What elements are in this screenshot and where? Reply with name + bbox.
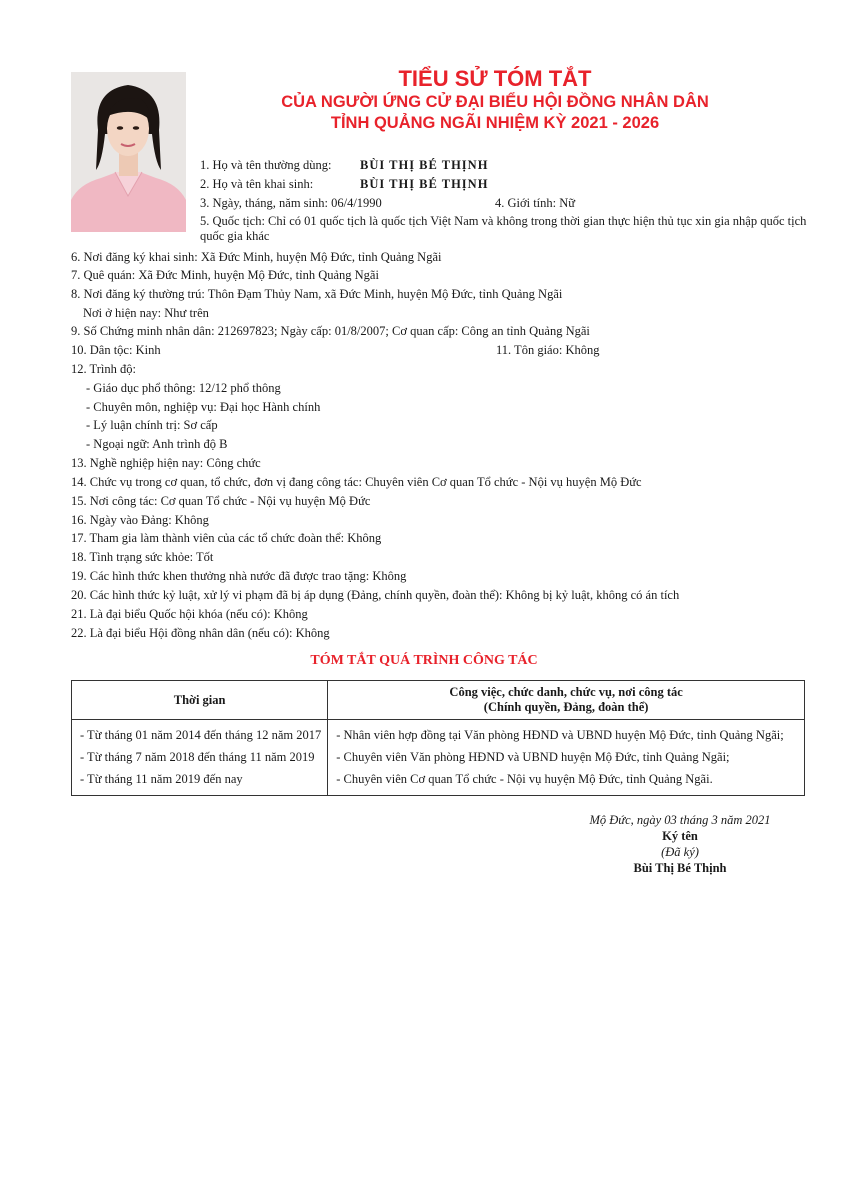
field-position: 14. Chức vụ trong cơ quan, tổ chức, đơn vị đang công tác: Chuyên viên Cơ quan Tổ chức - Nội vụ huyện Mộ Đức [71,475,642,489]
field-occupation: 13. Nghề nghiệp hiện nay: Công chức [71,456,261,470]
field-organizations: 17. Tham gia làm thành viên của các tổ chức đoàn thể: Không [71,531,382,545]
job-entry: - Chuyên viên Cơ quan Tổ chức - Nội vụ huyện Mộ Đức, tỉnh Quảng Ngãi. [336,772,713,786]
field-birth-name-value: BÙI THỊ BÉ THỊNH [360,177,489,191]
column-header-job-line2: (Chính quyền, Đảng, đoàn thể) [483,700,649,714]
field-birth-name-label: 2. Họ và tên khai sinh: [200,177,314,191]
field-political-theory: - Lý luận chính trị: Sơ cấp [86,418,218,432]
field-professional-qualification: - Chuyên môn, nghiệp vụ: Đại học Hành chính [86,400,321,414]
field-health: 18. Tình trạng sức khỏe: Tốt [71,550,214,564]
signature-place-date: Mộ Đức, ngày 03 tháng 3 năm 2021 [589,813,771,827]
portrait-image [71,72,186,232]
field-foreign-language: - Ngoại ngữ: Anh trình độ B [86,437,228,451]
field-ethnicity: 10. Dân tộc: Kinh [71,343,161,357]
field-common-name-value: BÙI THỊ BÉ THỊNH [360,158,489,172]
time-entry: - Từ tháng 11 năm 2019 đến nay [80,772,243,786]
column-header-job-line1: Công việc, chức danh, chức vụ, nơi công tác [449,685,683,699]
job-cell [328,720,805,796]
column-header-time: Thời gian [72,681,328,720]
time-entry: - Từ tháng 7 năm 2018 đến tháng 11 năm 2019 [80,750,315,764]
field-gender: 4. Giới tính: Nữ [495,196,576,210]
document-subtitle-1: CỦA NGƯỜI ỨNG CỬ ĐẠI BIỂU HỘI ĐỒNG NHÂN DÂN [281,93,709,111]
field-nationality: 5. Quốc tịch: Chỉ có 01 quốc tịch là quốc tịch Việt Nam và không trong thời gian thực hiện thủ tục xin gia nhập quốc tịch quốc gia khác [200,214,807,243]
field-awards: 19. Các hình thức khen thưởng nhà nước đã được trao tặng: Không [71,569,407,583]
document-subtitle-2: TỈNH QUẢNG NGÃI NHIỆM KỲ 2021 - 2026 [330,114,660,132]
field-common-name-label: 1. Họ và tên thường dùng: [200,158,332,172]
candidate-portrait-photo [71,72,186,232]
field-general-education: - Giáo dục phổ thông: 12/12 phổ thông [86,381,281,395]
column-header-job [328,681,805,720]
table-row [72,720,805,796]
field-date-of-birth: 3. Ngày, tháng, năm sinh: 06/4/1990 [200,196,382,210]
field-workplace: 15. Nơi công tác: Cơ quan Tổ chức - Nội vụ huyện Mộ Đức [71,494,371,508]
work-history-title: TÓM TẮT QUÁ TRÌNH CÔNG TÁC [310,653,538,668]
signer-name: Bùi Thị Bé Thịnh [633,861,727,875]
field-current-address: Nơi ở hiện nay: Như trên [83,306,209,320]
field-birth-registration: 6. Nơi đăng ký khai sinh: Xã Đức Minh, huyện Mộ Đức, tỉnh Quảng Ngãi [71,250,442,264]
signature-signed-note: (Đã ký) [661,845,699,859]
job-entry: - Nhân viên hợp đồng tại Văn phòng HĐND và UBND huyện Mộ Đức, tỉnh Quảng Ngãi; [336,728,784,742]
field-discipline: 20. Các hình thức kỷ luật, xử lý vi phạm đã bị áp dụng (Đảng, chính quyền, đoàn thể): Không bị kỷ luật, không có án tích [71,588,680,602]
field-national-assembly: 21. Là đại biểu Quốc hội khóa (nếu có): Không [71,607,308,621]
table-header-row [72,681,805,720]
job-entry: - Chuyên viên Văn phòng HĐND và UBND huyện Mộ Đức, tỉnh Quảng Ngãi; [336,750,730,764]
field-religion: 11. Tôn giáo: Không [496,343,600,357]
field-peoples-council: 22. Là đại biểu Hội đồng nhân dân (nếu có): Không [71,626,330,640]
field-party-admission: 16. Ngày vào Đảng: Không [71,513,209,527]
work-history-table [71,680,805,796]
field-id-card: 9. Số Chứng minh nhân dân: 212697823; Ngày cấp: 01/8/2007; Cơ quan cấp: Công an tỉnh Quảng Ngãi [71,324,590,338]
document-header [240,66,750,134]
document-title: TIỂU SỬ TÓM TẮT [398,66,592,91]
time-entry: - Từ tháng 01 năm 2014 đến tháng 12 năm 2017 [80,728,322,742]
signature-block [560,812,800,876]
field-qualifications-heading: 12. Trình độ: [71,362,136,376]
field-permanent-residence: 8. Nơi đăng ký thường trú: Thôn Đạm Thủy Nam, xã Đức Minh, huyện Mộ Đức, tỉnh Quảng Ngãi [71,287,563,301]
field-hometown: 7. Quê quán: Xã Đức Minh, huyện Mộ Đức, tỉnh Quảng Ngãi [71,268,379,282]
time-cell [72,720,328,796]
signature-label: Ký tên [662,829,698,843]
